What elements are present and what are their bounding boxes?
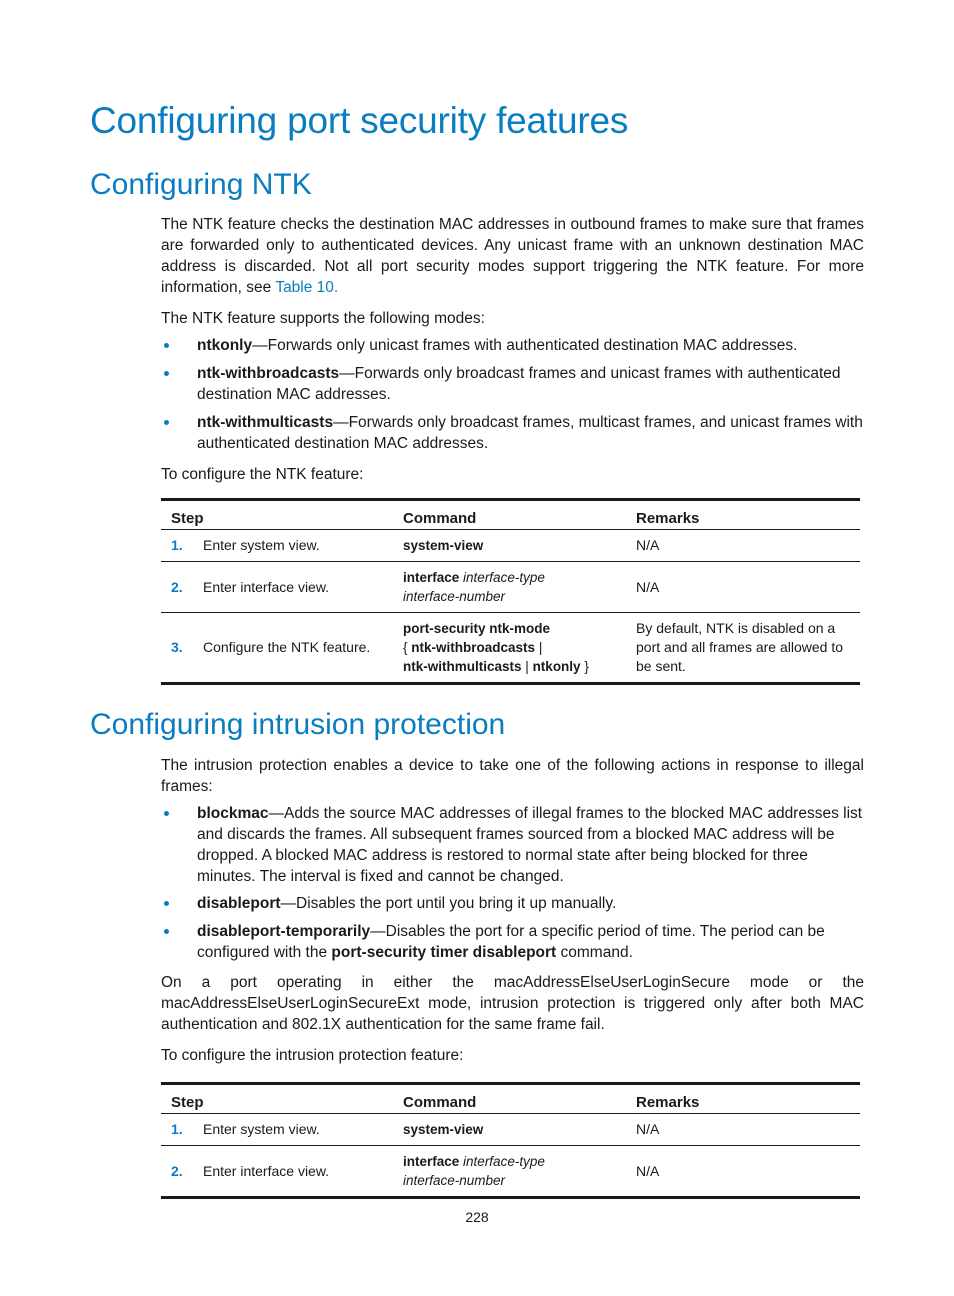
command-cell: interface interface-type interface-number (393, 1146, 626, 1198)
step-cell: 2. Enter interface view. (161, 562, 393, 613)
ntk-modes-list (161, 335, 864, 454)
list-item: disableport—Disables the port until you bring it up manually. (161, 893, 864, 914)
step-cell: 1. Enter system view. (161, 530, 393, 562)
table-row (161, 530, 860, 562)
intrusion-actions-list (161, 803, 864, 963)
table-10-link[interactable]: Table 10 (275, 279, 334, 296)
command-cell: system-view (393, 530, 626, 562)
step-cell: 3. Configure the NTK feature. (161, 613, 393, 684)
column-header-step: Step (161, 500, 393, 530)
intrusion-note-paragraph: On a port operating in either the macAddressElseUserLoginSecure mode or the macAddressElseUserLoginSecureExt mode, intrusion protection is triggered only after both MAC authentication and 802.1X authentication for the same frame fail. (161, 974, 864, 1033)
column-header-remarks: Remarks (626, 500, 860, 530)
ntk-section-body (161, 214, 864, 485)
table-row (161, 1114, 860, 1146)
column-header-step: Step (161, 1084, 393, 1114)
table-row (161, 613, 860, 684)
remarks-cell: N/A (626, 562, 860, 613)
list-item: ntk-withmulticasts—Forwards only broadcast frames, multicast frames, and unicast frames with authenticated destination MAC addresses. (161, 412, 864, 454)
section-heading-ntk: Configuring NTK (90, 168, 312, 201)
ntk-configure-intro: To configure the NTK feature: (161, 466, 364, 483)
intrusion-steps-table (161, 1082, 860, 1199)
step-cell: 1. Enter system view. (161, 1114, 393, 1146)
command-cell: port-security ntk-mode { ntk-withbroadcasts | ntk-withmulticasts | ntkonly } (393, 613, 626, 684)
table-header-row (161, 500, 860, 530)
command-cell: interface interface-type interface-number (393, 562, 626, 613)
table-row (161, 1146, 860, 1198)
table-header-row (161, 1084, 860, 1114)
bullet-icon (164, 901, 169, 906)
step-cell: 2. Enter interface view. (161, 1146, 393, 1198)
list-item: blockmac—Adds the source MAC addresses of illegal frames to the blocked MAC addresses list and discards the frames. All subsequent frames sourced from a blocked MAC address will be dropped. A blocked MAC address is restored to normal state after being blocked for three minutes. The interval is fixed and cannot be changed. (161, 803, 864, 887)
bullet-icon (164, 343, 169, 348)
remarks-cell: By default, NTK is disabled on a port and all frames are allowed to be sent. (626, 613, 860, 684)
intrusion-configure-intro: To configure the intrusion protection feature: (161, 1047, 464, 1064)
remarks-cell: N/A (626, 530, 860, 562)
remarks-cell: N/A (626, 1146, 860, 1198)
command-cell: system-view (393, 1114, 626, 1146)
column-header-command: Command (393, 500, 626, 530)
list-item: ntkonly—Forwards only unicast frames with authenticated destination MAC addresses. (161, 335, 864, 356)
bullet-icon (164, 371, 169, 376)
ntk-modes-intro: The NTK feature supports the following modes: (161, 310, 485, 327)
remarks-cell: N/A (626, 1114, 860, 1146)
list-item: ntk-withbroadcasts—Forwards only broadcast frames and unicast frames with authenticated destination MAC addresses. (161, 363, 864, 405)
column-header-command: Command (393, 1084, 626, 1114)
ntk-intro-paragraph: The NTK feature checks the destination MAC addresses in outbound frames to make sure that frames are forwarded only to authenticated devices. Any unicast frame with an unknown destination MAC address is discarded. Not all port security modes support triggering the NTK feature. For more information, see Table 10. (161, 216, 864, 296)
bullet-icon (164, 420, 169, 425)
ntk-steps-table (161, 498, 860, 685)
bullet-icon (164, 811, 169, 816)
page-number: 228 (465, 1209, 489, 1225)
section-heading-intrusion-protection: Configuring intrusion protection (90, 708, 506, 741)
table-row (161, 562, 860, 613)
intrusion-section-body (161, 755, 864, 1066)
column-header-remarks: Remarks (626, 1084, 860, 1114)
list-item: disableport-temporarily—Disables the port for a specific period of time. The period can be configured with the port-security timer disableport command. (161, 921, 864, 963)
intrusion-intro-paragraph: The intrusion protection enables a device to take one of the following actions in response to illegal frames: (161, 757, 864, 795)
bullet-icon (164, 929, 169, 934)
page-title: Configuring port security features (90, 100, 629, 141)
